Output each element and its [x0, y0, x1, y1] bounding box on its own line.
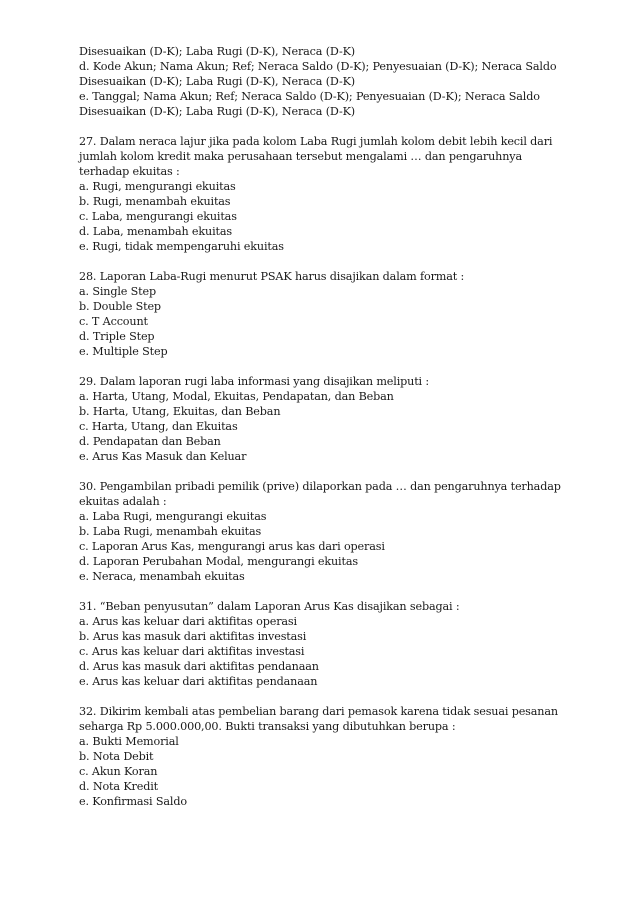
answer-option: a. Arus kas keluar dari aktifitas operasi [79, 615, 297, 628]
answer-option: e. Konfirmasi Saldo [79, 795, 187, 808]
question-text: 29. Dalam laporan rugi laba informasi yang disajikan meliputi : [79, 375, 429, 388]
answer-option: d. Triple Step [79, 330, 155, 343]
answer-option: c. Laba, mengurangi ekuitas [79, 210, 237, 223]
answer-option: b. Rugi, menambah ekuitas [79, 195, 231, 208]
question-text: 31. “Beban penyusutan” dalam Laporan Arus Kas disajikan sebagai : [79, 600, 460, 613]
answer-option: d. Nota Kredit [79, 780, 158, 793]
question-text: 32. Dikirim kembali atas pembelian barang dari pemasok karena tidak sesuai pesanan [79, 705, 558, 718]
answer-option: c. Laporan Arus Kas, mengurangi arus kas dari operasi [79, 540, 385, 553]
question-text: 30. Pengambilan pribadi pemilik (prive) dilaporkan pada … dan pengaruhnya terhadap [79, 480, 561, 493]
answer-option: b. Arus kas masuk dari aktifitas investasi [79, 630, 307, 643]
question-text: seharga Rp 5.000.000,00. Bukti transaksi yang dibutuhkan berupa : [79, 720, 456, 733]
answer-option: a. Harta, Utang, Modal, Ekuitas, Pendapatan, dan Beban [79, 390, 394, 403]
answer-option: e. Arus kas keluar dari aktifitas pendanaan [79, 675, 318, 688]
answer-option: c. Akun Koran [79, 765, 158, 778]
answer-option: a. Bukti Memorial [79, 735, 179, 748]
question-28 [79, 269, 589, 359]
answer-option: c. T Account [79, 315, 148, 328]
answer-option: e. Rugi, tidak mempengaruhi ekuitas [79, 240, 284, 253]
question-30 [79, 479, 589, 584]
answer-option: a. Rugi, mengurangi ekuitas [79, 180, 236, 193]
answer-option: b. Laba Rugi, menambah ekuitas [79, 525, 262, 538]
answer-option: a. Single Step [79, 285, 156, 298]
continuation-line: Disesuaikan (D-K); Laba Rugi (D-K), Neraca (D-K) [79, 105, 356, 118]
question-text: jumlah kolom kredit maka perusahaan tersebut mengalami … dan pengaruhnya [79, 150, 522, 163]
answer-option: b. Double Step [79, 300, 161, 313]
question-text: terhadap ekuitas : [79, 165, 180, 178]
answer-option: b. Nota Debit [79, 750, 154, 763]
question-31 [79, 599, 589, 689]
question-text: ekuitas adalah : [79, 495, 167, 508]
continuation-line: Disesuaikan (D-K); Laba Rugi (D-K), Neraca (D-K) [79, 45, 356, 58]
question-29 [79, 374, 589, 464]
continuation-line: Disesuaikan (D-K); Laba Rugi (D-K), Neraca (D-K) [79, 75, 356, 88]
answer-option: d. Laba, menambah ekuitas [79, 225, 232, 238]
answer-option: c. Harta, Utang, dan Ekuitas [79, 420, 238, 433]
question-text: 27. Dalam neraca lajur jika pada kolom Laba Rugi jumlah kolom debit lebih kecil dari [79, 135, 553, 148]
answer-option: b. Harta, Utang, Ekuitas, dan Beban [79, 405, 281, 418]
answer-option: e. Multiple Step [79, 345, 168, 358]
answer-option: a. Laba Rugi, mengurangi ekuitas [79, 510, 267, 523]
answer-option: e. Arus Kas Masuk dan Keluar [79, 450, 247, 463]
question-text: 28. Laporan Laba-Rugi menurut PSAK harus disajikan dalam format : [79, 270, 465, 283]
answer-option: d. Pendapatan dan Beban [79, 435, 221, 448]
continuation-line: d. Kode Akun; Nama Akun; Ref; Neraca Saldo (D-K); Penyesuaian (D-K); Neraca Saldo [79, 60, 557, 73]
question-32 [79, 704, 589, 809]
continuation-line: e. Tanggal; Nama Akun; Ref; Neraca Saldo (D-K); Penyesuaian (D-K); Neraca Saldo [79, 90, 540, 103]
document-page [79, 44, 589, 824]
question-27 [79, 134, 589, 254]
answer-option: d. Laporan Perubahan Modal, mengurangi ekuitas [79, 555, 358, 568]
answer-option: c. Arus kas keluar dari aktifitas investasi [79, 645, 305, 658]
answer-option: d. Arus kas masuk dari aktifitas pendanaan [79, 660, 319, 673]
answer-option: e. Neraca, menambah ekuitas [79, 570, 245, 583]
previous-question-continuation [79, 44, 589, 119]
